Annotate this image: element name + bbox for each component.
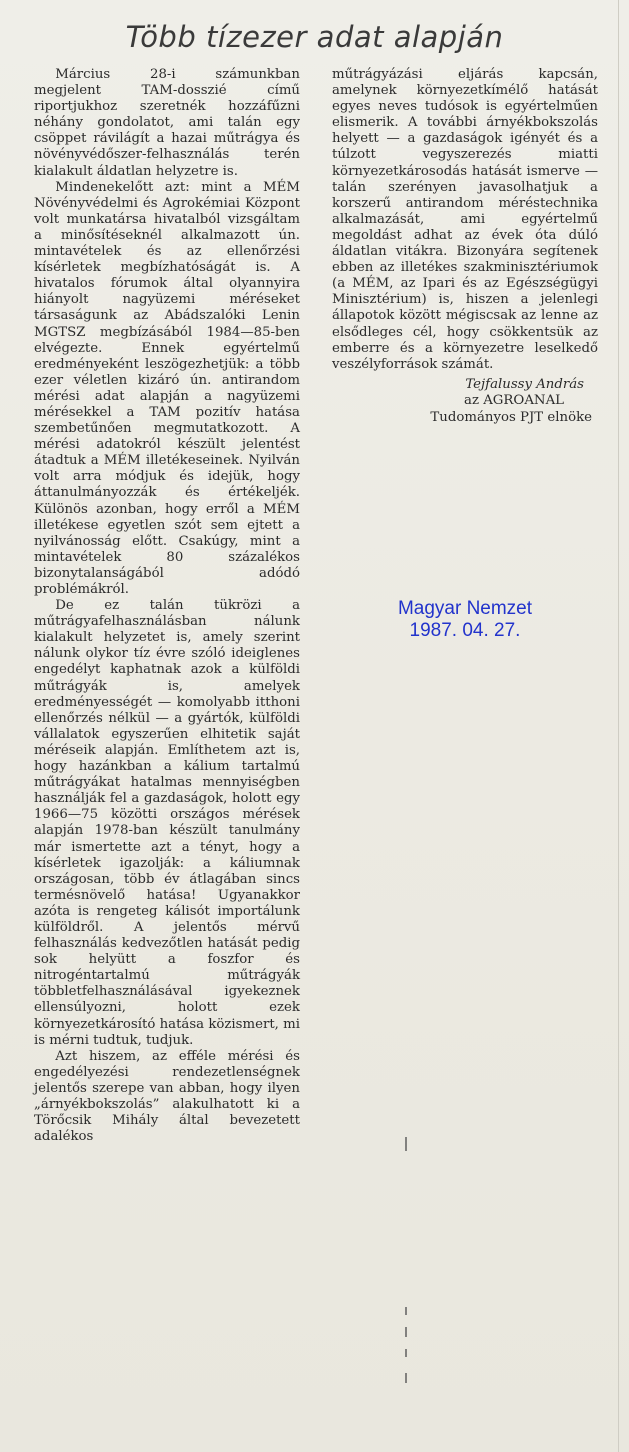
scan-mark [405, 1307, 407, 1315]
column-rule [618, 0, 619, 1452]
scan-mark [405, 1137, 407, 1151]
article-column-right [332, 67, 598, 426]
source-date: 1987. 04. 27. [409, 620, 521, 641]
paragraph-shadowboxing: Azt hiszem, az efféle mérési és engedélyezési rendezetlenségnek jelentős szerepe van abban, hogy ilyen „árnyékbokszolás” alakulhatott ki a Törőcsik Mihály által bevezetett adalékos [34, 1048, 300, 1145]
article-column-left [34, 67, 300, 1145]
scan-mark [405, 1373, 407, 1383]
author-organization: az AGROANAL [464, 393, 564, 409]
scan-artifact-marks [405, 1137, 409, 1397]
source-publication: Magyar Nemzet [397, 598, 533, 619]
author-signature [332, 377, 598, 427]
source-annotation [332, 598, 598, 642]
paragraph-fertilizer-situation: De ez talán tükrözi a műtrágyafelhasználásban nálunk kialakult helyzetet is, amely szerint nálunk olykor tíz évre szóló ideiglenes engedélyt kaphatnak azok a külföldi műtrágyák is, amelyek eredményességét — komolyabb itthoni ellenőrzés nélkül — a gyártók, külföldi vállalatok egyszerűen elhitetik saját méréseik alapján. Említhetem azt is, hogy hazánkban a kálium tartalmú műtrágyákat hatalmas mennyiségben használják fel a gazdaságok, holott egy 1966—75 közötti országos mérések alapján 1978-ban készült tanulmány már ismertette azt a tényt, hogy a kísérletek igazolják: a káliumnak országosan, több év átlagában sincs termésnövelő hatása! Ugyanakkor azóta is rengeteg kálisót importálunk külföldről. A jelentős mérvű felhasználás kedvezőtlen hatását pedig sok helyütt a foszfor és nitrogéntartalmú műtrágyák többletfelhasználásával igyekeznek ellensúlyozni, holott ezek környezetkárosító hatása közismert, mi is mérni tudtuk, tudjuk. [34, 598, 300, 1048]
author-title: Tudományos PJT elnöke [430, 409, 592, 425]
paragraph-continuation: műtrágyázási eljárás kapcsán, amelynek környezetkímélő hatását egyes neves tudósok is egyértelműen elismerik. A további árnyékbokszolás helyett — a gazdaságok igényét és a túlzott vegyszerezés miatti környezetkárosodás hatását ismerve — talán szerényen javasolhatjuk a korszerű antirandom méréstechnika alkalmazását, ami egyértelmű megoldást adhat az évek óta dúló áldatlan vitákra. Bizonyára segítenek ebben az illetékes szakminisztériumok (a MÉM, az Ipari és az Egészségügyi Minisztérium) is, hiszen a jelenlegi állapotok között mégiscsak az lenne az elsődleges cél, hogy csökkentsük az emberre és a környezetre leselkedő veszélyforrások számát. [332, 67, 598, 372]
paragraph-measurements: Mindenekelőtt azt: mint a MÉM Növényvédelmi és Agrokémiai Központ volt munkatársa hivatalból vizsgáltam a minősítéseknél alkalmazott ún. mintavételek és az ellenőrzési kísérletek megbízhatóságát is. A hivatalos fórumok által olyannyira hiányolt nagyüzemi méréseket társaságunk az Abádszalóki Lenin MGTSZ megbízásából 1984—85-ben elvégezte. Ennek egyértelmű eredményeként leszögezhetjük: a több ezer véletlen kizáró ún. antirandom mérési adat alapján a nagyüzemi mérésekkel a TAM pozitív hatása szembetűnően megmutatkozott. A mérési adatokról készült jelentést átadtuk a MÉM illetékeseinek. Nyilván volt arra módjuk és idejük, hogy áttanulmányozzák és értékeljék. Különös azonban, hogy erről a MÉM illetékese egyetlen szót sem ejtett a nyilvánosság előtt. Csakúgy, mint a mintavételek 80 százalékos bizonytalanságából adódó problémákról. [34, 179, 300, 597]
article-headline: Több tízezer adat alapján [125, 20, 504, 54]
author-name: Tejfalussy András [465, 376, 584, 392]
scan-mark [405, 1327, 407, 1337]
scan-mark [405, 1349, 407, 1357]
paragraph-intro: Március 28-i számunkban megjelent TAM-dosszié című riportjukhoz szeretnék hozzáfűzni néhány gondolatot, ami talán egy csöppet rávilágít a hazai műtrágya és növényvédőszer-felhasználás terén kialakult áldatlan helyzetre is. [34, 67, 300, 179]
